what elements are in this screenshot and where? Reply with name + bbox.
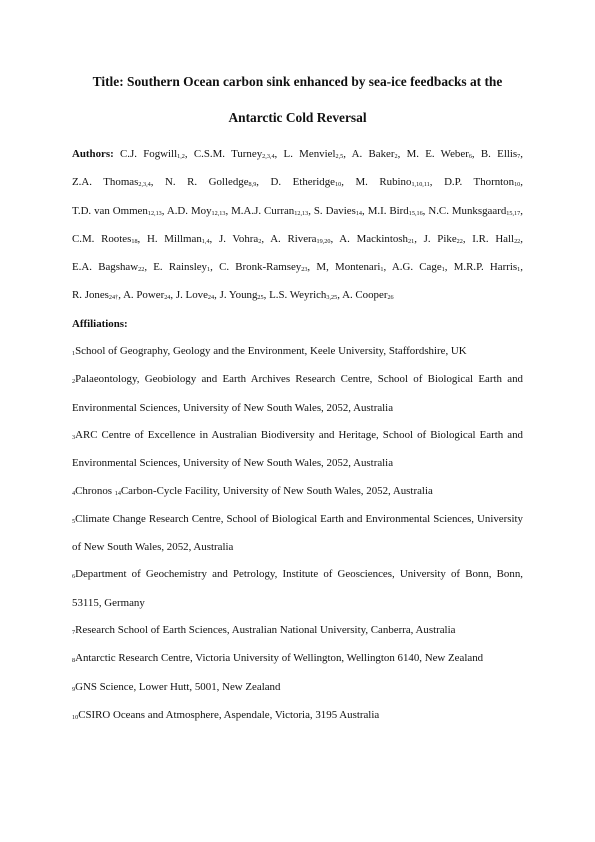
author-affiliation-marker: 24 bbox=[207, 294, 215, 302]
author-affiliation-marker: 12,13 bbox=[147, 209, 162, 217]
author-affiliation-marker: 1,4 bbox=[201, 237, 210, 245]
title-line-1: Title: Southern Ocean carbon sink enhanced by sea-ice feedbacks at the bbox=[92, 74, 503, 89]
author-name: E. Rainsley$_1$, bbox=[153, 261, 213, 274]
author-affiliation-marker: 22 bbox=[514, 237, 521, 245]
author-name-text: A. Rivera bbox=[270, 232, 317, 245]
author-name: D.P. Thornton$_{10}$, bbox=[444, 176, 523, 189]
author-name: M. Rubino$_{1,10,11}$, bbox=[355, 176, 433, 189]
affiliation-number: 5 bbox=[72, 517, 76, 525]
affiliation-item bbox=[72, 338, 523, 366]
author-name-text: E. Rainsley bbox=[153, 261, 207, 274]
author-name-text: J. Pike bbox=[423, 232, 457, 245]
affiliation-number: 7 bbox=[72, 629, 76, 637]
author-name-text: D. Etheridge bbox=[270, 176, 335, 189]
affiliation-number: 10 bbox=[72, 713, 79, 721]
author-name: E.A. Bagshaw$_{22}$, bbox=[72, 261, 148, 274]
author-name: J. Love$_{24}$, bbox=[175, 289, 217, 302]
author-name-text: A. Mackintosh bbox=[339, 232, 408, 245]
author-affiliation-marker: 2 bbox=[258, 237, 262, 245]
affiliation-list bbox=[72, 338, 523, 730]
author-name: C.S.M. Turney$_{2,3,4}$, bbox=[193, 148, 278, 160]
author-name-text: L. Menviel bbox=[283, 148, 336, 160]
author-affiliation-marker: 18 bbox=[131, 237, 138, 245]
affiliation-text-continued: Carbon-Cycle Facility, University of New South Wales, 2052, Australia bbox=[120, 484, 433, 497]
author-name: Z.A. Thomas$_{2,3,4}$, bbox=[72, 176, 154, 189]
author-name-text: M. Rubino bbox=[355, 176, 412, 189]
author-name: A. Baker$_2$, bbox=[351, 148, 401, 160]
author-name-text: M.A.J. Curran bbox=[231, 204, 295, 217]
author-affiliation-marker: 25 bbox=[257, 294, 264, 302]
affiliation-text: Antarctic Research Centre, Victoria University of Wellington, Wellington 6140, New Zealand bbox=[75, 652, 484, 665]
affiliation-item bbox=[72, 617, 523, 645]
affiliation-item bbox=[72, 422, 523, 478]
author-name: C. Bronk-Ramsey$_{23}$, bbox=[219, 261, 311, 274]
affiliation-inline-marker: 14 bbox=[114, 489, 121, 497]
author-name: B. Ellis$_7$, bbox=[480, 148, 523, 160]
affiliation-text: Palaeontology, Geobiology and Earth Archives Research Centre, School of Biological Earth and Environmental Sciences, University of New South Wales, 2052, Australia bbox=[72, 373, 523, 414]
author-name-text: I.R. Hall bbox=[472, 232, 515, 245]
affiliation-item bbox=[72, 645, 523, 673]
author-name: D. Etheridge$_{10}$, bbox=[270, 176, 344, 189]
author-affiliation-marker: 1 bbox=[207, 266, 211, 274]
author-name: M. E. Weber$_6$, bbox=[406, 148, 475, 160]
author-name: A.G. Cage$_1$, bbox=[391, 261, 448, 274]
affiliation-number: 1 bbox=[72, 350, 76, 358]
author-name-text: D.P. Thornton bbox=[444, 176, 515, 189]
author-affiliation-marker: 2 bbox=[394, 153, 398, 160]
author-name-text: C. Bronk-Ramsey bbox=[219, 261, 302, 274]
author-name: L.S. Weyrich$_{3,25}$, bbox=[269, 289, 340, 302]
author-name: S. Davies$_{14}$, bbox=[313, 204, 365, 217]
author-name-text: L.S. Weyrich bbox=[269, 289, 327, 302]
affiliation-item bbox=[72, 506, 523, 562]
author-affiliation-marker: 8,9 bbox=[248, 181, 257, 189]
author-name: N. R. Golledge$_{8,9}$, bbox=[165, 176, 260, 189]
author-affiliation-marker: 24† bbox=[108, 294, 119, 302]
author-affiliation-marker: 12,13 bbox=[294, 209, 309, 217]
author-name-text: S. Davies bbox=[313, 204, 356, 217]
author-name-text: A.D. Moy bbox=[166, 204, 212, 217]
author-affiliation-marker: 2,3,4 bbox=[262, 153, 275, 160]
author-affiliation-marker: 2,5 bbox=[335, 153, 344, 160]
author-affiliation-marker: 10 bbox=[514, 181, 521, 189]
author-name-text: C.J. Fogwill bbox=[120, 148, 178, 160]
affiliation-text: ARC Centre of Excellence in Australian Biodiversity and Heritage, School of Biological Earth and Environmental Sciences, University of New South Wales, 2052, Australia bbox=[72, 428, 523, 470]
author-name: J. Vohra$_2$, bbox=[218, 232, 265, 245]
affiliation-text: School of Geography, Geology and the Environment, Keele University, Staffordshire, UK bbox=[75, 345, 467, 358]
author-affiliation-marker: 2,3,4 bbox=[138, 181, 151, 189]
author-affiliation-marker: 1,10,11 bbox=[411, 181, 430, 189]
author-name: J. Pike$_{22}$, bbox=[423, 232, 466, 245]
author-affiliation-marker: 19,20 bbox=[316, 237, 331, 245]
authors-label: Authors: bbox=[72, 148, 114, 160]
author-affiliation-marker: 22 bbox=[456, 237, 463, 245]
author-affiliation-marker: 1 bbox=[517, 266, 521, 274]
author-name-text: E.A. Bagshaw bbox=[72, 261, 139, 274]
affiliation-item bbox=[72, 478, 523, 506]
author-name: M.R.P. Harris$_1$, bbox=[453, 261, 523, 274]
author-name-text: A. Cooper bbox=[342, 289, 388, 302]
author-affiliation-marker: 15,17 bbox=[506, 209, 521, 217]
author-name-text: M.I. Bird bbox=[367, 204, 409, 217]
author-affiliation-marker: 21 bbox=[408, 237, 415, 245]
author-name: T.D. van Ommen$_{12,13}$, bbox=[72, 204, 165, 217]
author-list bbox=[72, 141, 523, 311]
author-name: M.I. Bird$_{15,16}$, bbox=[367, 204, 426, 217]
affiliation-text: CSIRO Oceans and Atmosphere, Aspendale, Victoria, 3195 Australia bbox=[78, 708, 380, 721]
author-name-text: C.S.M. Turney bbox=[193, 148, 263, 160]
author-name-text: J. Young bbox=[219, 289, 258, 302]
author-affiliation-marker: 26 bbox=[387, 294, 394, 302]
author-name: C.J. Fogwill$_{1,2}$, bbox=[120, 148, 188, 160]
author-name-text: N. R. Golledge bbox=[165, 176, 249, 189]
affiliation-text: Department of Geochemistry and Petrology, Institute of Geosciences, University of Bonn, Bonn, 53115, Germany bbox=[72, 568, 523, 609]
affiliation-number: 6 bbox=[72, 573, 76, 581]
author-name-text: B. Ellis bbox=[480, 148, 518, 160]
author-affiliation-marker: 1 bbox=[441, 266, 445, 274]
author-name-text: M. E. Weber bbox=[406, 148, 469, 160]
author-name-text: C.M. Rootes bbox=[72, 232, 132, 245]
author-affiliation-marker: 3,25 bbox=[326, 294, 338, 302]
author-name: A. Power$_{24}$, bbox=[123, 289, 174, 302]
author-name: R. Jones$_{24\dagger}$, bbox=[72, 289, 121, 302]
affiliation-number: 9 bbox=[72, 685, 76, 693]
affiliation-number: 3 bbox=[72, 433, 76, 441]
affiliation-number: 2 bbox=[72, 378, 76, 386]
author-affiliation-marker: 10 bbox=[335, 181, 342, 189]
author-affiliation-marker: 6 bbox=[468, 153, 472, 160]
author-name: N.C. Munksgaard$_{15,17}$, bbox=[428, 204, 523, 217]
author-affiliation-marker: 7 bbox=[517, 153, 521, 160]
author-name-text: A. Baker bbox=[351, 148, 395, 160]
author-name: M.A.J. Curran$_{12,13}$, bbox=[231, 204, 311, 217]
author-affiliation-marker: 23 bbox=[301, 266, 308, 274]
author-affiliation-marker: 24 bbox=[164, 294, 171, 302]
affiliation-item bbox=[72, 674, 523, 702]
affiliation-text: Climate Change Research Centre, School of Biological Earth and Environmental Sciences, University of New South Wales, 2052, Australia bbox=[72, 512, 523, 554]
author-name: H. Millman$_{1,4}$, bbox=[146, 232, 213, 245]
author-name-text: M.R.P. Harris bbox=[453, 261, 518, 274]
author-affiliation-marker: 14 bbox=[355, 209, 363, 217]
affiliation-text: GNS Science, Lower Hutt, 5001, New Zealand bbox=[75, 680, 281, 693]
author-name: A. Mackintosh$_{21}$, bbox=[339, 232, 417, 245]
affiliation-item bbox=[72, 702, 523, 730]
affiliation-item bbox=[72, 561, 523, 617]
paper-title bbox=[72, 68, 523, 132]
author-name: C.M. Rootes$_{18}$, bbox=[72, 232, 141, 245]
author-name: M, Montenari$_1$, bbox=[316, 261, 387, 274]
author-affiliation-marker: 12,13 bbox=[211, 209, 226, 217]
author-name-text: R. Jones bbox=[72, 289, 109, 302]
author-name-text: M, Montenari bbox=[316, 261, 381, 274]
author-name-text: A.G. Cage bbox=[391, 261, 442, 274]
author-name-text: T.D. van Ommen bbox=[72, 204, 148, 217]
author-name-text: A. Power bbox=[123, 289, 165, 302]
affiliation-text: Chronos bbox=[75, 484, 115, 497]
author-name-text: Z.A. Thomas bbox=[72, 176, 139, 189]
affiliation-number: 4 bbox=[72, 489, 76, 497]
author-name: L. Menviel$_{2,5}$, bbox=[283, 148, 346, 160]
author-name-text: N.C. Munksgaard bbox=[428, 204, 507, 217]
author-name: A. Rivera$_{19,20}$, bbox=[270, 232, 334, 245]
author-affiliation-marker: 1,2 bbox=[177, 153, 185, 160]
author-affiliation-marker: 15,16 bbox=[408, 209, 423, 217]
affiliation-number: 8 bbox=[72, 657, 76, 665]
author-name-text: J. Vohra bbox=[218, 232, 259, 245]
affiliation-text: Research School of Earth Sciences, Australian National University, Canberra, Australia bbox=[75, 624, 456, 637]
affiliations-heading: Affiliations: bbox=[72, 317, 128, 330]
author-name: A.D. Moy$_{12,13}$, bbox=[166, 204, 229, 217]
author-name-text: J. Love bbox=[175, 289, 208, 302]
affiliation-item bbox=[72, 366, 523, 422]
author-affiliation-marker: 1 bbox=[380, 266, 384, 274]
author-affiliation-marker: 22 bbox=[138, 266, 145, 274]
author-name: J. Young$_{25}$, bbox=[219, 289, 267, 302]
author-name-text: H. Millman bbox=[146, 232, 202, 245]
author-name bbox=[342, 289, 394, 301]
author-name: I.R. Hall$_{22}$, bbox=[472, 232, 523, 245]
title-line-2: Antarctic Cold Reversal bbox=[228, 110, 367, 125]
